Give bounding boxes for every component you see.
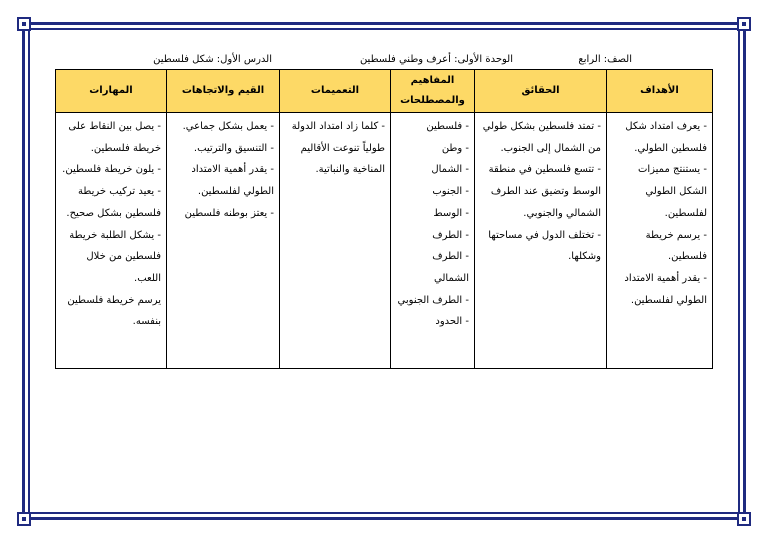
frame-corner-ornament	[737, 17, 751, 31]
header-objectives: الأهداف	[607, 70, 713, 113]
frame-corner-ornament	[17, 17, 31, 31]
header-values: القيم والاتجاهات	[167, 70, 280, 113]
skills-cell	[56, 113, 167, 369]
list-item: - يقدر أهمية الامتداد الطولي لفلسطين.	[624, 272, 707, 306]
list-item: - الطرف الشمالي	[432, 251, 469, 284]
header-generalizations: التعميمات	[280, 70, 391, 113]
list-item: - فلسطين	[426, 121, 469, 132]
list-item: - يرسم خريطة فلسطين.	[645, 229, 707, 263]
list-item: - الطرف	[432, 229, 469, 241]
list-item: - تتسع فلسطين في منطقة الوسط وتضيق عند الطرف الشمالي والجنوبي.	[488, 164, 601, 219]
header-facts: الحقائق	[475, 70, 607, 113]
list-item: - يعمل بشكل جماعي.	[182, 121, 274, 132]
list-item: - الوسط	[433, 207, 469, 219]
list-item: - الطرف الجنوبي	[397, 294, 469, 306]
list-item: - الجنوب	[432, 186, 469, 198]
list-item: - التنسيق والترتيب.	[193, 142, 274, 154]
list-item: - كلما زاد امتداد الدولة طولياً تنوعت الأقاليم المناخية والنباتية.	[291, 121, 385, 176]
frame-corner-ornament	[737, 512, 751, 526]
lesson-label: الدرس الأول: شكل فلسطين	[153, 54, 272, 65]
values-cell	[167, 113, 280, 369]
concepts-cell	[391, 113, 475, 369]
header-concepts: المفاهيم والمصطلحات	[391, 70, 475, 113]
list-item: - يستنتج مميزات الشكل الطولي لفلسطين.	[637, 164, 707, 219]
list-item: يرسم خريطة فلسطين بنفسه.	[67, 294, 161, 328]
table-header-row	[56, 70, 713, 113]
facts-cell	[475, 113, 607, 369]
unit-label: الوحدة الأولى: أعرف وطني فلسطين	[359, 54, 513, 65]
list-item: - يلون خريطة فلسطين.	[62, 164, 161, 176]
list-item: - الشمال	[431, 164, 469, 176]
list-item: - يصل بين النقاط على خريطة فلسطين.	[68, 121, 161, 154]
generalizations-cell	[280, 113, 391, 369]
grade-label: الصف: الرابع	[578, 54, 632, 65]
lesson-plan-table	[55, 69, 713, 369]
list-item: - يعتز بوطنه فلسطين	[184, 207, 274, 219]
list-item: - يقدر أهمية الامتداد الطولي لفلسطين.	[191, 164, 274, 198]
list-item: - وطن	[441, 142, 469, 154]
list-item: - يشكل الطلبة خريطة فلسطين من خلال اللعب.	[69, 229, 161, 284]
frame-corner-ornament	[17, 512, 31, 526]
list-item: - يعيد تركيب خريطة فلسطين بشكل صحيح.	[66, 186, 161, 219]
header-skills: المهارات	[56, 70, 167, 113]
objectives-cell	[607, 113, 713, 369]
list-item: - يعرف امتداد شكل فلسطين الطولي.	[625, 121, 707, 154]
list-item: - تمتد فلسطين بشكل طولي من الشمال إلى الجنوب.	[482, 121, 601, 154]
list-item: - تختلف الدول في مساحتها وشكلها.	[488, 229, 601, 263]
table-row	[56, 113, 713, 369]
list-item: - الحدود	[435, 316, 469, 328]
